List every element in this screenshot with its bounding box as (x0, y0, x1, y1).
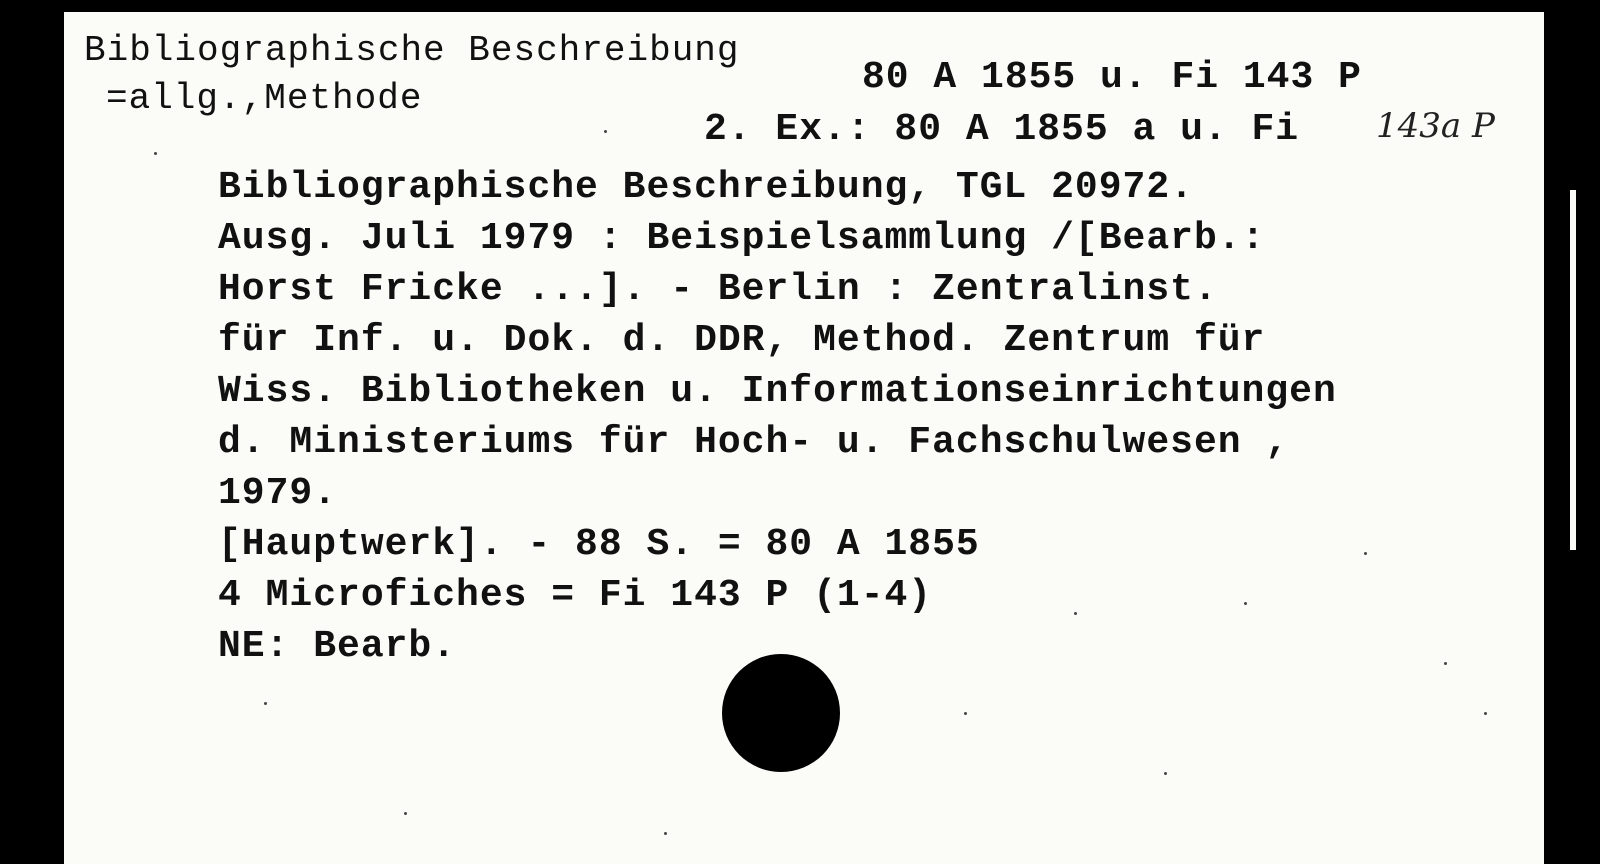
entry-line: Wiss. Bibliotheken u. Informationseinrichtungen (218, 370, 1337, 413)
dust-speck (964, 712, 967, 715)
entry-line: für Inf. u. Dok. d. DDR, Method. Zentrum für (218, 319, 1266, 362)
dust-speck (1074, 612, 1077, 615)
shelfmark-primary: 80 A 1855 u. Fi 143 P (862, 56, 1362, 99)
entry-line: 4 Microfiches = Fi 143 P (1-4) (218, 574, 933, 617)
dust-speck (264, 702, 267, 705)
dust-speck (404, 812, 407, 815)
entry-line: Horst Fricke ...]. - Berlin : Zentralinst. (218, 268, 1218, 311)
dust-speck (1364, 552, 1367, 555)
dust-speck (604, 130, 607, 133)
bibliographic-entry (218, 162, 1337, 672)
entry-line: NE: Bearb. (218, 625, 457, 668)
entry-line: Bibliographische Beschreibung, TGL 20972. (218, 166, 1194, 209)
dust-speck (1444, 662, 1447, 665)
dust-speck (1484, 712, 1487, 715)
dust-speck (154, 152, 157, 155)
entry-line: 1979. (218, 472, 338, 515)
entry-line: Ausg. Juli 1979 : Beispielsammlung /[Bearb.: (218, 217, 1266, 260)
catalog-card (64, 12, 1544, 864)
subject-subheading: =allg.,Methode (106, 78, 423, 119)
shelfmark-handwritten-note: 143a P (1376, 106, 1495, 146)
dust-speck (1244, 602, 1247, 605)
dust-speck (664, 832, 667, 835)
dust-speck (1164, 772, 1167, 775)
entry-line: [Hauptwerk]. - 88 S. = 80 A 1855 (218, 523, 980, 566)
scan-edge-strip (1570, 190, 1576, 550)
shelfmark-second-copy: 2. Ex.: 80 A 1855 a u. Fi (704, 108, 1300, 151)
subject-heading: Bibliographische Beschreibung (84, 30, 740, 71)
entry-line: d. Ministeriums für Hoch- u. Fachschulwesen , (218, 421, 1290, 464)
scan-border (1544, 0, 1600, 864)
punch-hole (722, 654, 840, 772)
